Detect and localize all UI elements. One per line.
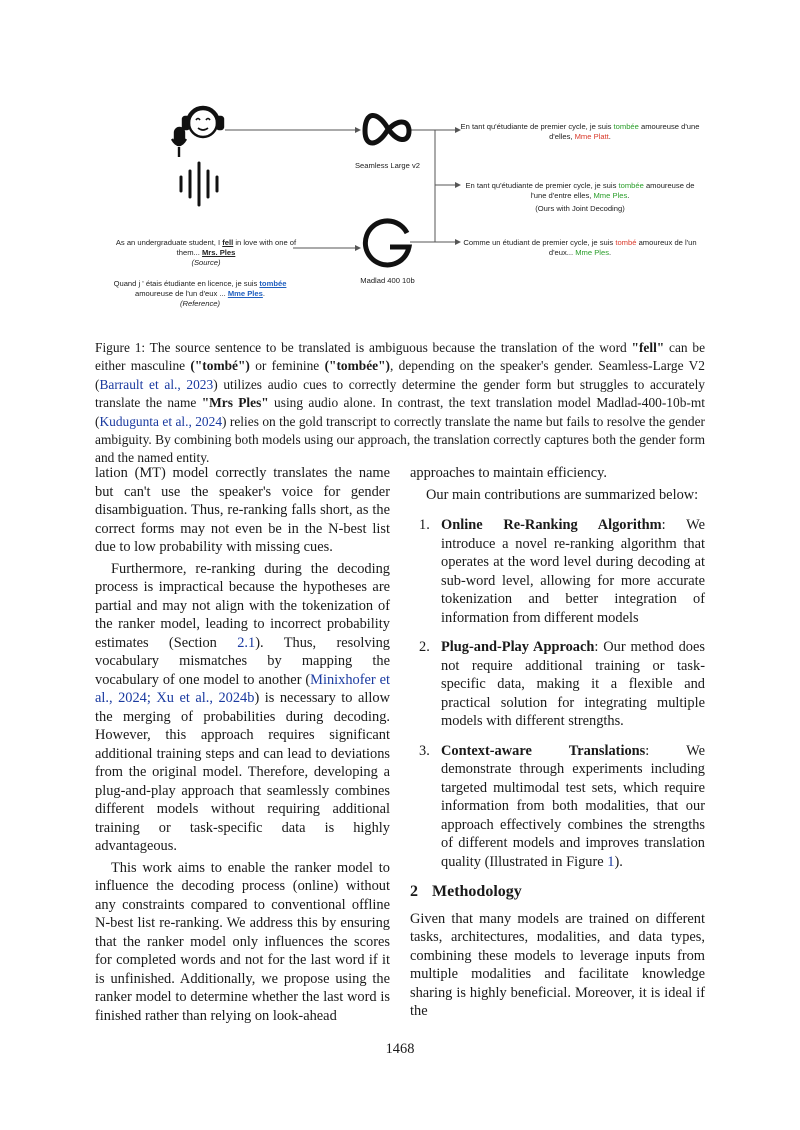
model-madlad-label: Madlad 400 10b xyxy=(360,276,415,285)
reference-sentence: Quand j ' étais étudiante en licence, je suis tombée amoureuse de l'un d'eux ... Mme Ples. (Reference) xyxy=(100,279,300,309)
audio-wave-icon xyxy=(181,163,217,205)
reference-label: (Reference) xyxy=(179,299,221,308)
output-madlad: Comme un étudiant de premier cycle, je suis tombé amoureux de l'un d'eux... Mme Ples. xyxy=(463,238,697,257)
model-seamless-label: Seamless Large v2 xyxy=(354,161,420,170)
list-item: 2. Plug-and-Play Approach: Our method does not require additional training or task-specific data, making it a flexible and practical solution for integrating multiple models with different strengths. xyxy=(419,639,705,729)
section-ref-link[interactable]: 2.1 xyxy=(237,634,256,651)
right-column xyxy=(410,464,705,1021)
paragraph: Furthermore, re-ranking during the decoding process is impractical because the hypotheses are partial and may not align with the tokenization of the ranker model, leading to incorrect probability estimates (Section 2.1). Thus, resolving vocabulary mismatches by mapping the vocabulary of one model to another (Minixhofer et al., 2024; Xu et al., 2024b) is necessary to allow the merging of probabilities during decoding. However, this approach requires significant additional training steps and can lead to deviations from the original model. Therefore, developing a plug-and-play approach that seamlessly combines different models without requiring additional training or task-specific data is highly advantageous. xyxy=(95,560,390,854)
figure-ref-link[interactable]: 1 xyxy=(607,853,615,870)
figure-caption: Figure 1: The source sentence to be translated is ambiguous because the translation of the word "fell" can be either masculine ("tombé") or feminine ("tombée"), depending on the speaker's gender. Seamless-Large V2 (Barrault et al., 2023) utilizes audio cues to correctly determine the gender form but struggles to accurately translate the name "Mrs Ples" using audio alone. In contrast, the text translation model Madlad-400-10b-mt (Kudugunta et al., 2024) relies on the gold transcript to correctly translate the name but fails to resolve the gender ambiguity. By combining both models using our approach, the translation correctly captures both the gender form and the named entity. xyxy=(95,340,706,466)
citation-link[interactable]: Xu et al., 2024b xyxy=(156,690,255,706)
figure-1 xyxy=(95,95,705,320)
citation-link[interactable]: Barrault et al., 2023 xyxy=(99,376,214,392)
speaker-headset-icon xyxy=(183,107,223,137)
output-joint-decoding: En tant qu'étudiante de premier cycle, je suis tombée amoureuse de l'une d'entre elles, Mme Ples. (Ours with Joint Decoding) xyxy=(460,181,700,214)
list-item: 1. Online Re-Ranking Algorithm: We introduce a novel re-ranking algorithm that operates at the word level during decoding at sub-word level, allowing for more accurate tokenization and better integration of information from different models xyxy=(419,517,705,626)
google-g-logo-icon xyxy=(365,221,409,265)
citation-link[interactable]: Minixhofer et al., 2024 xyxy=(95,671,390,706)
page-number: 1468 xyxy=(385,1041,415,1057)
joint-decoding-note: (Ours with Joint Decoding) xyxy=(535,204,625,213)
paragraph: approaches to maintain efficiency. xyxy=(410,465,607,481)
list-item: 3. Context-aware Translations: We demonstrate through experiments including targeted multimodal test sets, which require information from both modalities, that our approach effectively combines the strengths of different models and improves translation quality (Illustrated in Figure 1). xyxy=(419,742,705,870)
section-heading: 2 Methodology xyxy=(410,883,522,900)
paragraph: Given that many models are trained on different tasks, architectures, modalities, and data types, combining these models to leverage inputs from multiple modalities and facilitate knowledge sharing is highly beneficial. Moreover, it is ideal if the xyxy=(410,910,705,1019)
paragraph: This work aims to enable the ranker model to influence the decoding process (online) without any constraints compared to conventional offline N-best list re-ranking. We address this by ensuring that the ranker model only influences the scores for completed words and not for the last word if it is unfinished. Additionally, we propose using the ranker model to determine whether the last word is finished rather than relying on look-ahead xyxy=(95,859,390,1024)
output-seamless: En tant qu'étudiante de premier cycle, je suis tombée amoureuse d'une d'elles, Mme Platt. xyxy=(460,122,700,141)
paragraph: Our main contributions are summarized below: xyxy=(426,486,699,503)
contributions-list xyxy=(410,516,705,871)
paragraph: lation (MT) model correctly translates the name but can't use the speaker's voice for gender disambiguation. Thus, re-ranking falls short, as the correct forms may not even be in the N-best list due to low probability with missing cues. xyxy=(95,465,390,555)
citation-link[interactable]: Kudugunta et al., 2024 xyxy=(99,413,223,429)
left-column xyxy=(95,464,390,1025)
meta-logo-icon xyxy=(365,115,409,143)
source-label: (Source) xyxy=(191,258,221,267)
source-sentence: As an undergraduate student, I fell in love with one of them... Mrs. Ples (Source) xyxy=(115,238,297,267)
microphone-icon xyxy=(172,128,186,157)
